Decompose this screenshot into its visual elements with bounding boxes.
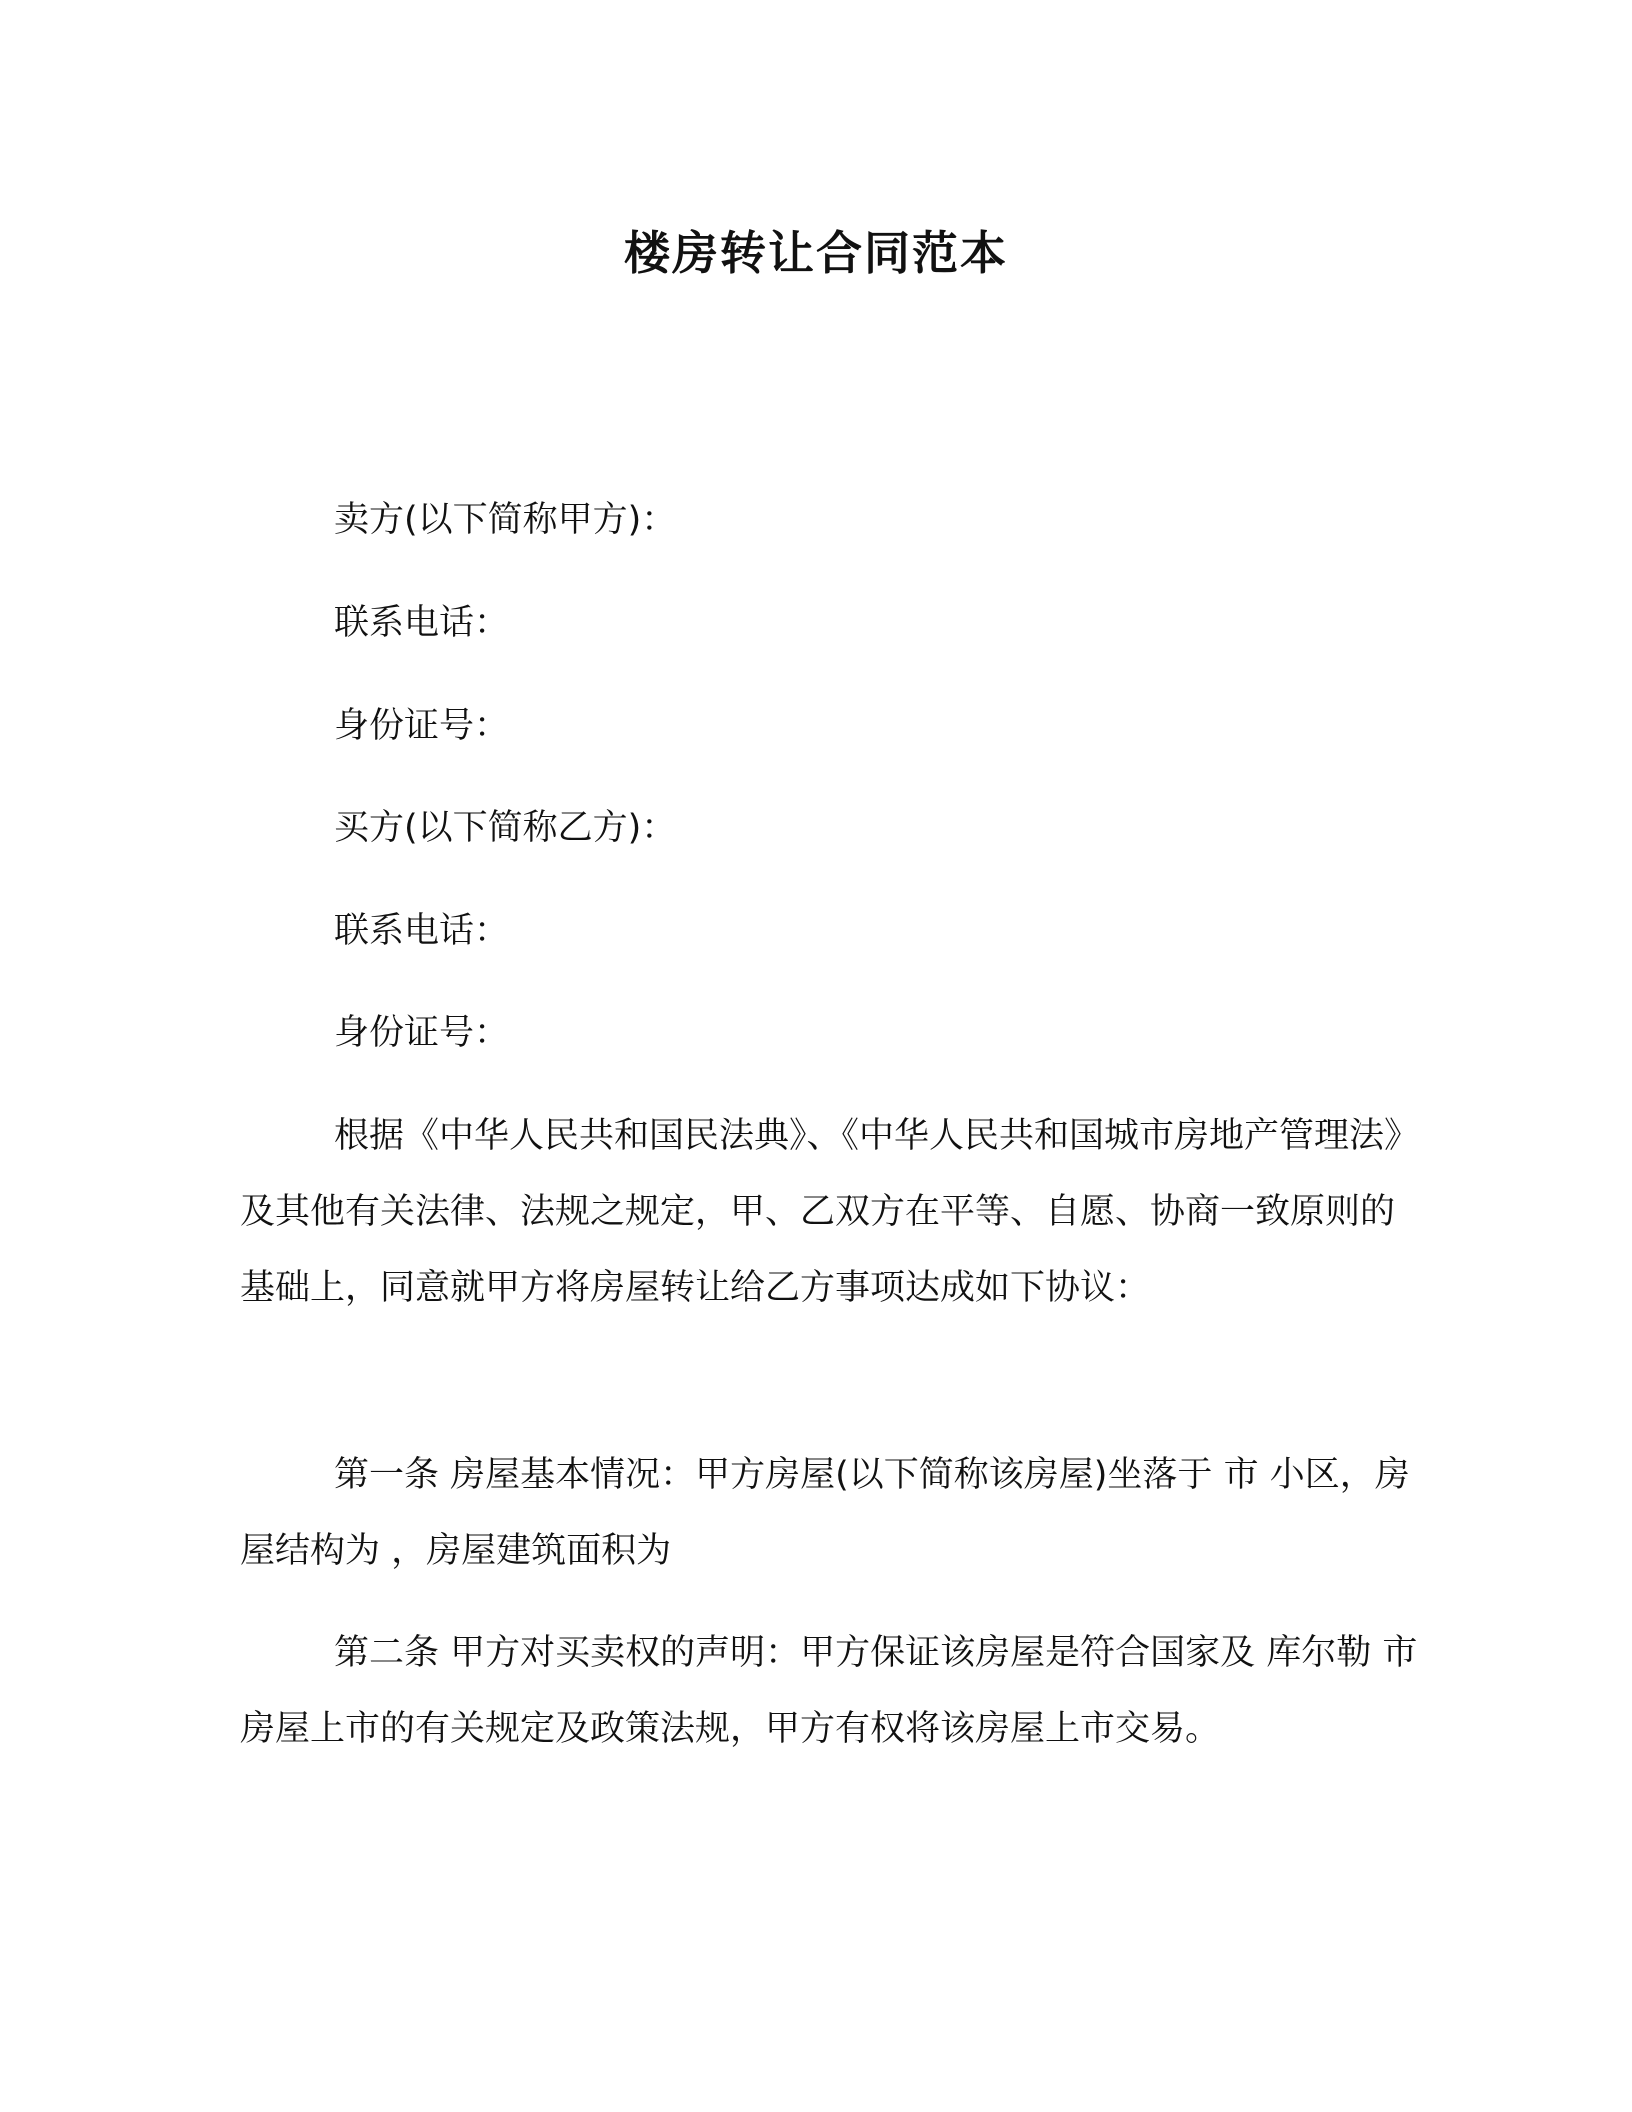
document-title: 楼房转让合同范本: [624, 226, 1008, 280]
seller-phone-field: 联系电话：: [334, 603, 510, 643]
seller-name-field: 卖方(以下简称甲方)：: [334, 500, 677, 540]
article-1-paragraph: 第一条 房屋基本情况：甲方房屋(以下简称该房屋)坐落于 市 小区，房屋结构为 ，房屋建筑面积为: [240, 1455, 1410, 1571]
buyer-id-field: 身份证号：: [334, 1013, 510, 1053]
article-2-paragraph: 第二条 甲方对买卖权的声明：甲方保证该房屋是符合国家及 库尔勒 市房屋上市的有关规定及政策法规，甲方有权将该房屋上市交易。: [240, 1633, 1418, 1749]
seller-id-field: 身份证号：: [334, 706, 510, 746]
buyer-name-field: 买方(以下简称乙方)：: [334, 808, 677, 848]
buyer-phone-field: 联系电话：: [334, 911, 510, 951]
preamble-paragraph: 根据《中华人民共和国民法典》、《中华人民共和国城市房地产管理法》及其他有关法律、法规之规定，甲、乙双方在平等、自愿、协商一致原则的基础上，同意就甲方将房屋转让给乙方事项达成如下协议：: [240, 1116, 1420, 1308]
